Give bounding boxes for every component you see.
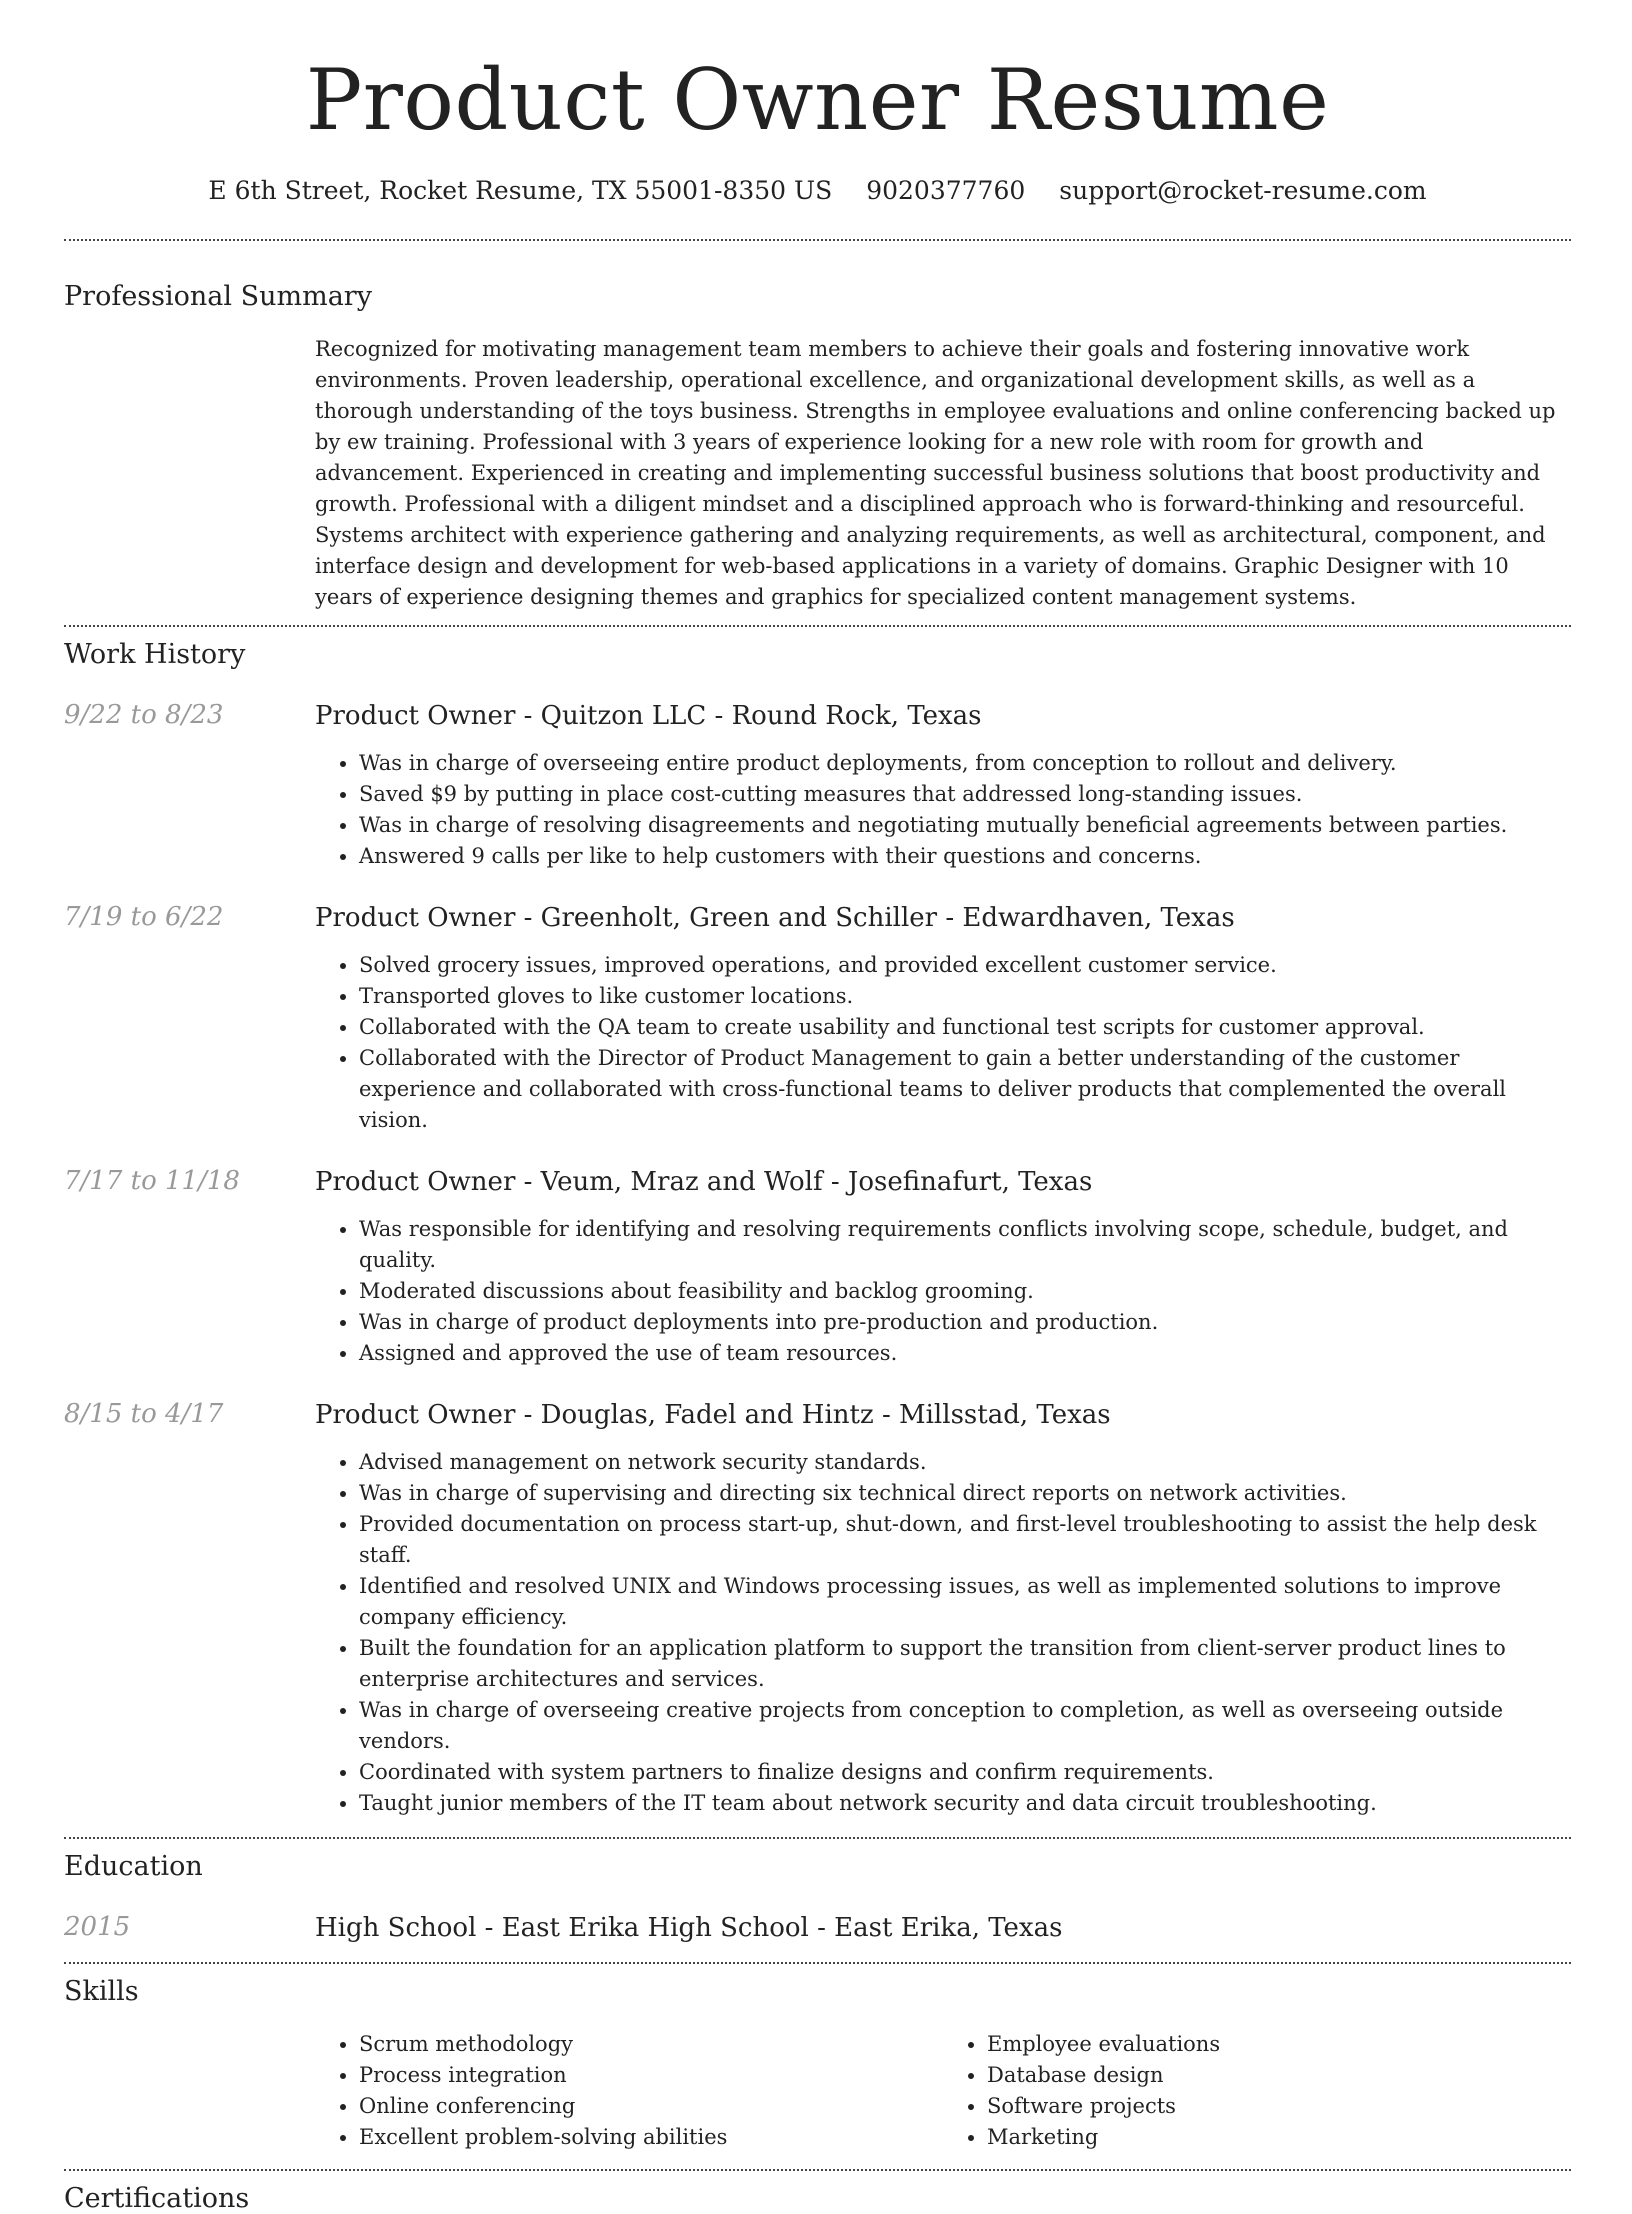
skill-item: • Marketing	[987, 2122, 1571, 2153]
certifications-section	[64, 2183, 1571, 2214]
education-entry	[64, 1912, 1571, 1944]
skills-grid	[315, 2029, 1571, 2153]
list-item: • Was in charge of overseeing creative projects from conception to completion, as well as overseeing outside vendors.	[359, 1695, 1571, 1757]
summary-text: Recognized for motivating management team members to achieve their goals and fostering innovative work environments. Proven leadership, operational excellence, and organizational development skills, as well as a thorough understanding of the toys business. Strengths in employee evaluations and online conferencing backed up by ew training. Professional with 3 years of experience looking for a new role with room for growth and advancement. Experienced in creating and implementing successful business solutions that boost productivity and growth. Professional with a diligent mindset and a disciplined approach who is forward-thinking and resourceful. Systems architect with experience gathering and analyzing requirements, as well as architectural, component, and interface design and development for web-based applications in a variety of domains. Graphic Designer with 10 years of experience designing themes and graphics for specialized content management systems.	[315, 337, 1556, 609]
list-item: • Identified and resolved UNIX and Windows processing issues, as well as implemented solutions to improve company efficiency.	[359, 1571, 1571, 1633]
job-entry	[64, 1166, 1571, 1369]
work-history-heading: Work History	[64, 639, 246, 670]
job-title: Product Owner - Douglas, Fadel and Hintz - Millsstad, Texas	[315, 1400, 1111, 1430]
contact-line	[64, 176, 1571, 205]
job-dates: 8/15 to 4/17	[64, 1399, 224, 1429]
list-item: • Was in charge of supervising and directing six technical direct reports on network activities.	[359, 1478, 1571, 1509]
job-bullets	[315, 1214, 1571, 1369]
list-item: • Was in charge of resolving disagreements and negotiating mutually beneficial agreements between parties.	[359, 810, 1571, 841]
list-item: • Transported gloves to like customer locations.	[359, 981, 1571, 1012]
skill-item: • Employee evaluations	[987, 2029, 1571, 2060]
education-heading: Education	[64, 1851, 203, 1882]
education-divider	[64, 1962, 1571, 1964]
skill-item: • Online conferencing	[359, 2091, 943, 2122]
skill-item: • Excellent problem-solving abilities	[359, 2122, 943, 2153]
job-dates: 7/19 to 6/22	[64, 902, 224, 932]
list-item: • Collaborated with the Director of Product Management to gain a better understanding of the customer experience and collaborated with cross-functional teams to deliver products that complemented the overall vision.	[359, 1043, 1571, 1136]
job-entry	[64, 700, 1571, 872]
certifications-heading: Certifications	[64, 2183, 250, 2214]
list-item: • Advised management on network security standards.	[359, 1447, 1571, 1478]
header-divider	[64, 239, 1571, 241]
list-item: • Was in charge of overseeing entire product deployments, from conception to rollout and delivery.	[359, 748, 1571, 779]
list-item: • Provided documentation on process start-up, shut-down, and first-level troubleshooting to assist the help desk staff.	[359, 1509, 1571, 1571]
skills-section	[64, 1976, 1571, 2153]
skills-heading: Skills	[64, 1976, 139, 2007]
work-divider	[64, 1837, 1571, 1839]
contact-address: E 6th Street, Rocket Resume, TX 55001-8350 US	[208, 176, 833, 205]
skill-item: • Software projects	[987, 2091, 1571, 2122]
skill-item: • Scrum methodology	[359, 2029, 943, 2060]
list-item: • Saved $9 by putting in place cost-cutting measures that addressed long-standing issues.	[359, 779, 1571, 810]
work-history-section	[64, 639, 1571, 1819]
job-entry	[64, 1399, 1571, 1819]
skills-list-right	[943, 2029, 1571, 2153]
education-section	[64, 1851, 1571, 1944]
list-item: • Assigned and approved the use of team resources.	[359, 1338, 1571, 1369]
summary-divider	[64, 625, 1571, 627]
job-bullets	[315, 1447, 1571, 1819]
skills-list-left	[315, 2029, 943, 2153]
skills-divider	[64, 2169, 1571, 2171]
education-school: High School - East Erika High School - East Erika, Texas	[315, 1913, 1063, 1943]
list-item: • Answered 9 calls per like to help customers with their questions and concerns.	[359, 841, 1571, 872]
list-item: • Collaborated with the QA team to create usability and functional test scripts for customer approval.	[359, 1012, 1571, 1043]
list-item: • Solved grocery issues, improved operations, and provided excellent customer service.	[359, 950, 1571, 981]
list-item: • Coordinated with system partners to finalize designs and confirm requirements.	[359, 1757, 1571, 1788]
job-title: Product Owner - Greenholt, Green and Schiller - Edwardhaven, Texas	[315, 903, 1235, 933]
list-item: • Was responsible for identifying and resolving requirements conflicts involving scope, schedule, budget, and quality.	[359, 1214, 1571, 1276]
contact-phone: 9020377760	[866, 176, 1026, 205]
job-dates: 9/22 to 8/23	[64, 700, 224, 730]
list-item: • Taught junior members of the IT team about network security and data circuit troubleshooting.	[359, 1788, 1571, 1819]
job-dates: 7/17 to 11/18	[64, 1166, 240, 1196]
job-bullets	[315, 950, 1571, 1136]
skill-item: • Process integration	[359, 2060, 943, 2091]
summary-section	[64, 281, 1571, 613]
summary-heading: Professional Summary	[64, 281, 372, 312]
job-entry	[64, 902, 1571, 1136]
skill-item: • Database design	[987, 2060, 1571, 2091]
resume-title: Product Owner Resume	[305, 51, 1330, 149]
resume-page	[64, 0, 1571, 2214]
list-item: • Moderated discussions about feasibility and backlog grooming.	[359, 1276, 1571, 1307]
education-year: 2015	[64, 1912, 131, 1942]
list-item: • Built the foundation for an application platform to support the transition from client-server product lines to enterprise architectures and services.	[359, 1633, 1571, 1695]
job-title: Product Owner - Quitzon LLC - Round Rock, Texas	[315, 701, 982, 731]
contact-email: support@rocket-resume.com	[1059, 176, 1427, 205]
job-title: Product Owner - Veum, Mraz and Wolf - Josefinafurt, Texas	[315, 1167, 1093, 1197]
list-item: • Was in charge of product deployments into pre-production and production.	[359, 1307, 1571, 1338]
job-bullets	[315, 748, 1571, 872]
